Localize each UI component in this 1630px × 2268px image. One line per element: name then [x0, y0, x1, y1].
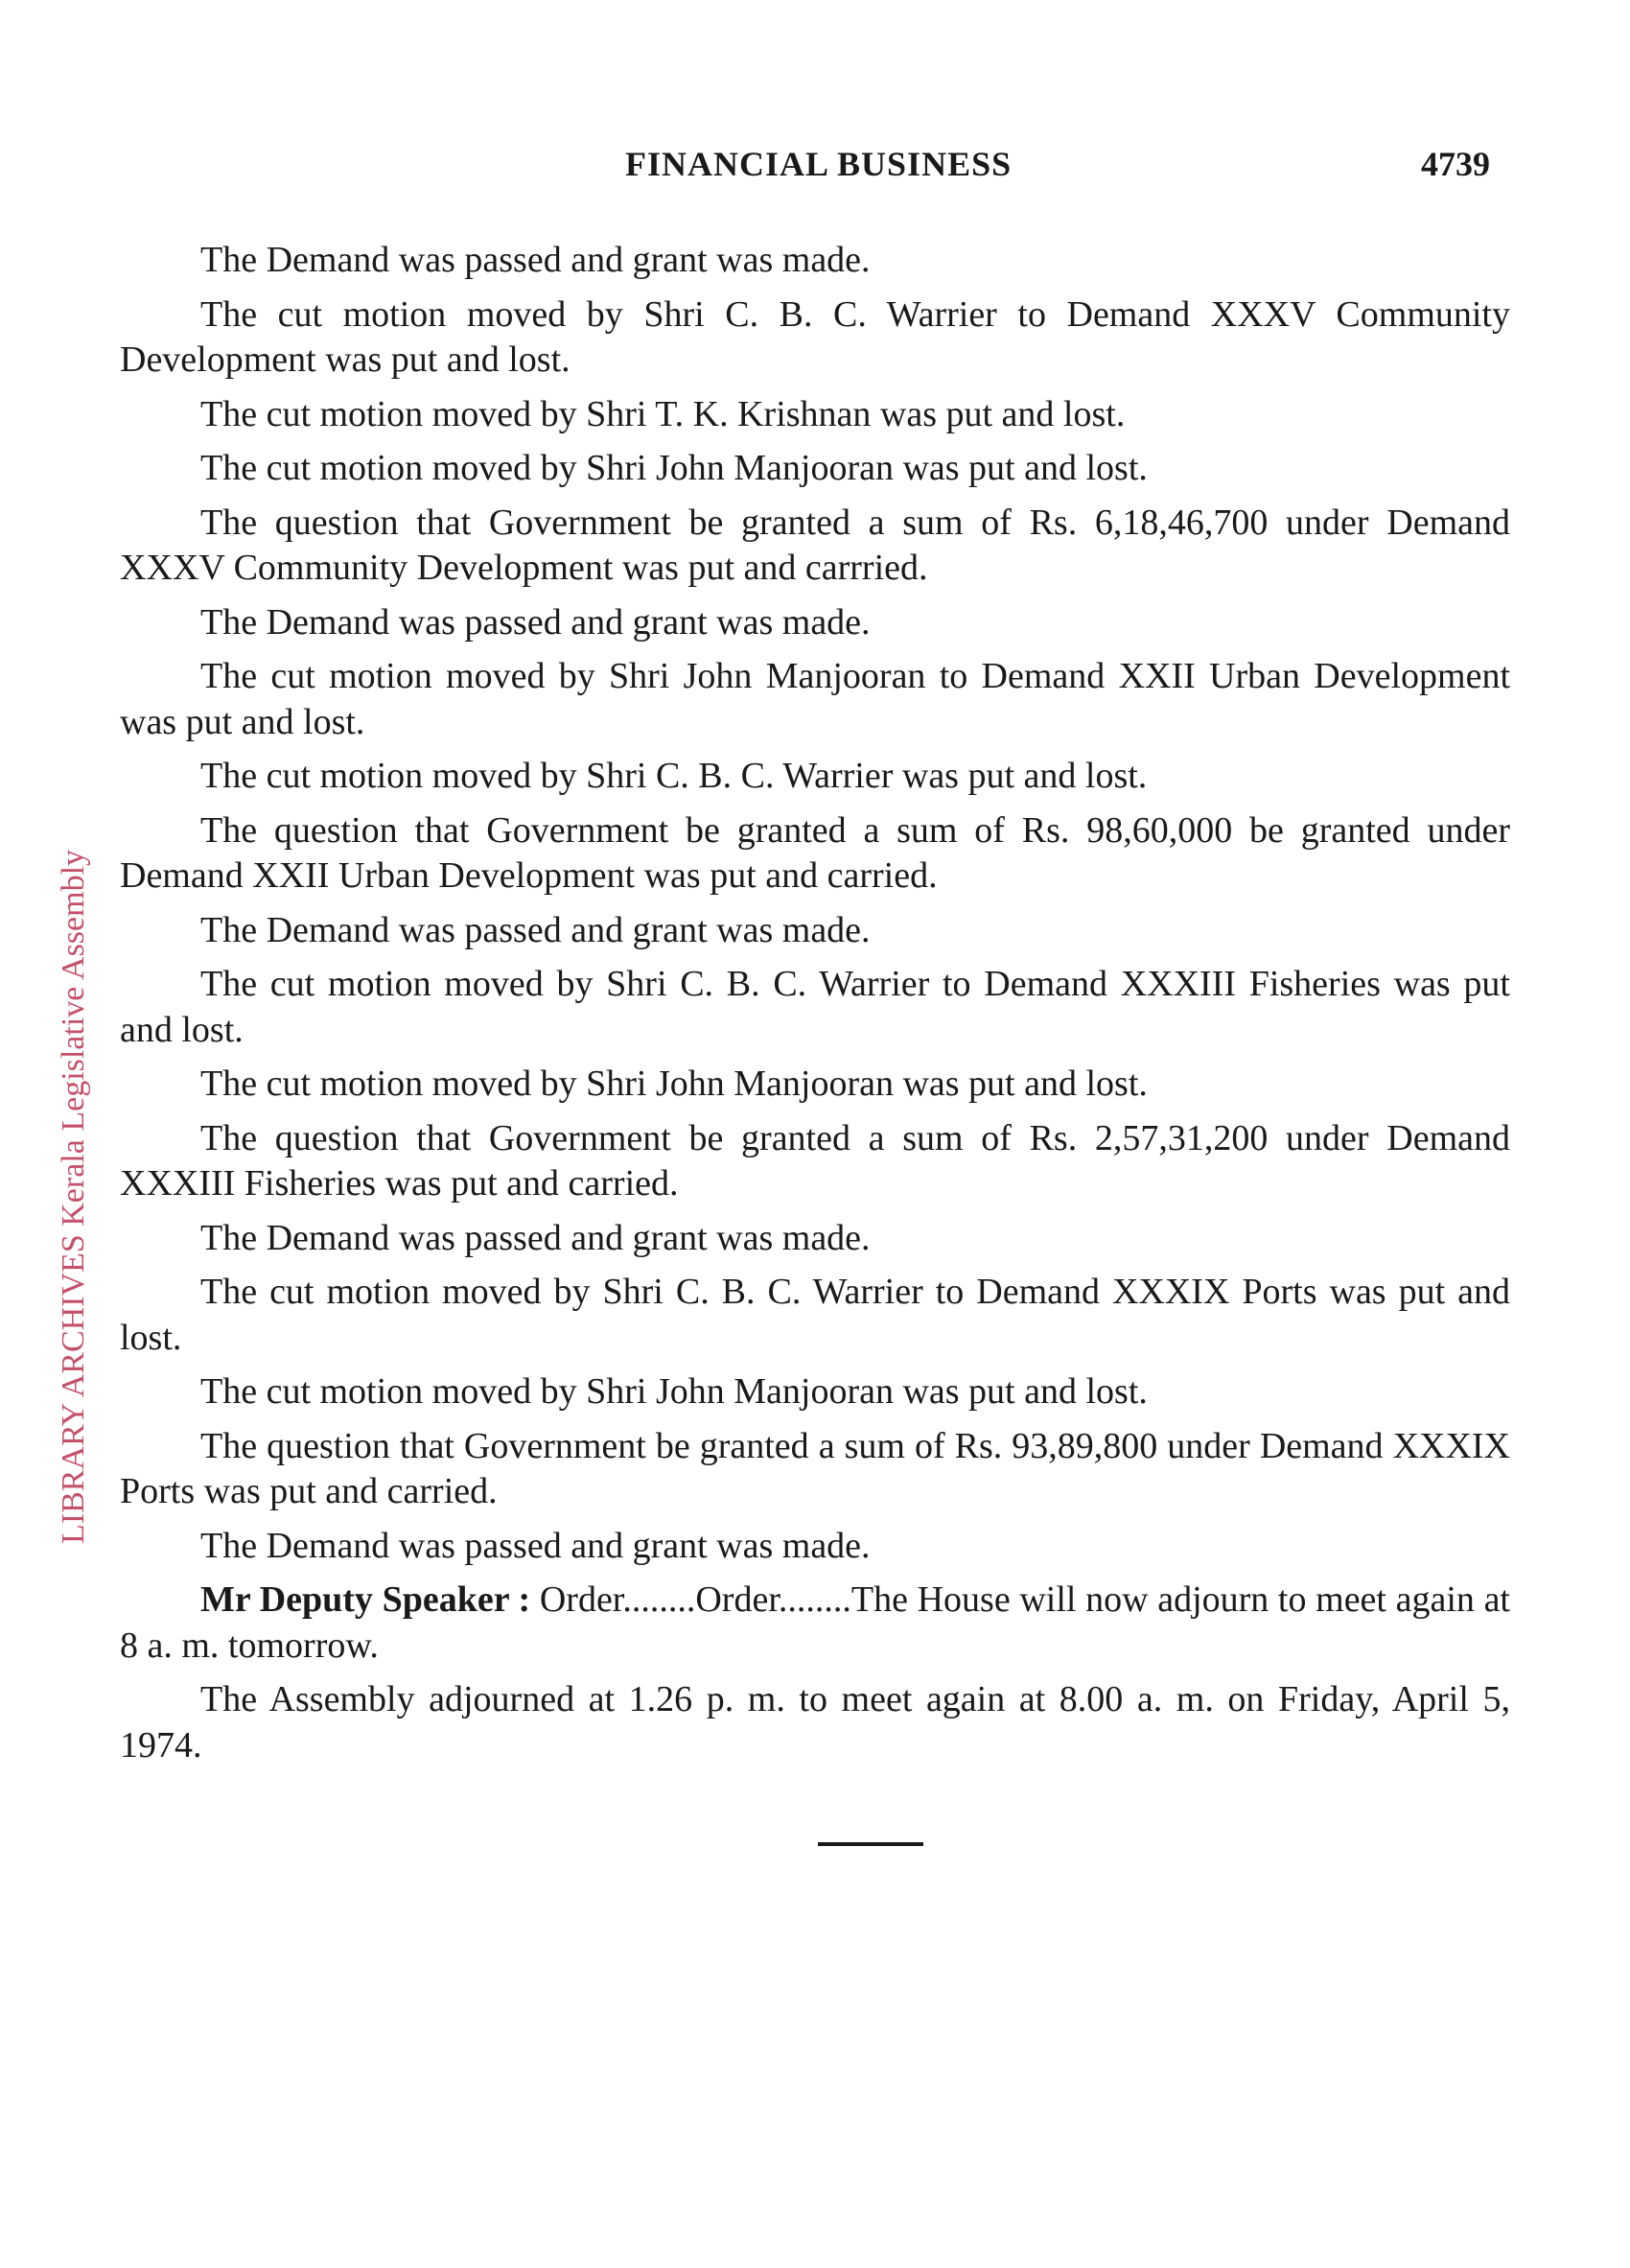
paragraph: The cut motion moved by Shri T. K. Krishnan was put and lost.: [200, 393, 1126, 434]
running-title: FINANCIAL BUSINESS: [625, 145, 1013, 183]
speech-text: Order........Order........The House will now adjourn to meet again at 8 a. m. tomorrow.: [120, 1579, 1510, 1666]
paragraph: The question that Government be granted a sum of Rs. 93,89,800 under Demand XXXIX Ports was put and carried.: [120, 1425, 1510, 1511]
end-rule: [818, 1842, 923, 1846]
running-header: [0, 144, 1630, 192]
speaker-name: Mr Deputy Speaker :: [200, 1579, 531, 1620]
paragraph: The Demand was passed and grant was made.: [200, 601, 871, 643]
paragraph: The cut motion moved by Shri C. B. C. Warrier was put and lost.: [200, 756, 1148, 796]
paragraph: The Demand was passed and grant was made.: [200, 240, 871, 280]
paragraph: The question that Government be granted a sum of Rs. 98,60,000 be granted under Demand XXII Urban Development was put and carried.: [120, 809, 1510, 896]
paragraph: The cut motion moved by Shri John Manjooran was put and lost.: [200, 448, 1148, 488]
paragraph: The cut motion moved by Shri C. B. C. Warrier to Demand XXXIII Fisheries was put and lost.: [120, 964, 1510, 1050]
paragraph: The question that Government be granted a sum of Rs. 2,57,31,200 under Demand XXXIII Fisheries was put and carried.: [120, 1117, 1510, 1204]
page-number: 4739: [1421, 145, 1490, 183]
closing-paragraph: The Assembly adjourned at 1.26 p. m. to meet again at 8.00 a. m. on Friday, April 5, 1974.: [120, 1679, 1510, 1765]
archive-watermark: LIBRARY ARCHIVES Kerala Legislative Assembly: [56, 849, 91, 1544]
speaker-paragraph: [120, 1578, 1510, 1669]
paragraph: The Demand was passed and grant was made.: [200, 1525, 871, 1566]
paragraph: The Demand was passed and grant was made.: [200, 909, 871, 950]
paragraph: The question that Government be granted a sum of Rs. 6,18,46,700 under Demand XXXV Community Development was put and carrried.: [120, 502, 1510, 588]
paragraph: The cut motion moved by Shri John Manjooran was put and lost.: [200, 1064, 1148, 1104]
paragraph: The cut motion moved by Shri John Manjooran was put and lost.: [200, 1371, 1148, 1412]
paragraph: The cut motion moved by Shri C. B. C. Warrier to Demand XXXV Community Development was put and lost.: [120, 293, 1510, 380]
paragraph: The Demand was passed and grant was made.: [200, 1217, 871, 1258]
paragraph: The cut motion moved by Shri C. B. C. Warrier to Demand XXXIX Ports was put and lost.: [120, 1272, 1510, 1358]
body-text: [120, 238, 1510, 1777]
paragraph: The cut motion moved by Shri John Manjooran to Demand XXII Urban Development was put and lost.: [120, 656, 1510, 742]
